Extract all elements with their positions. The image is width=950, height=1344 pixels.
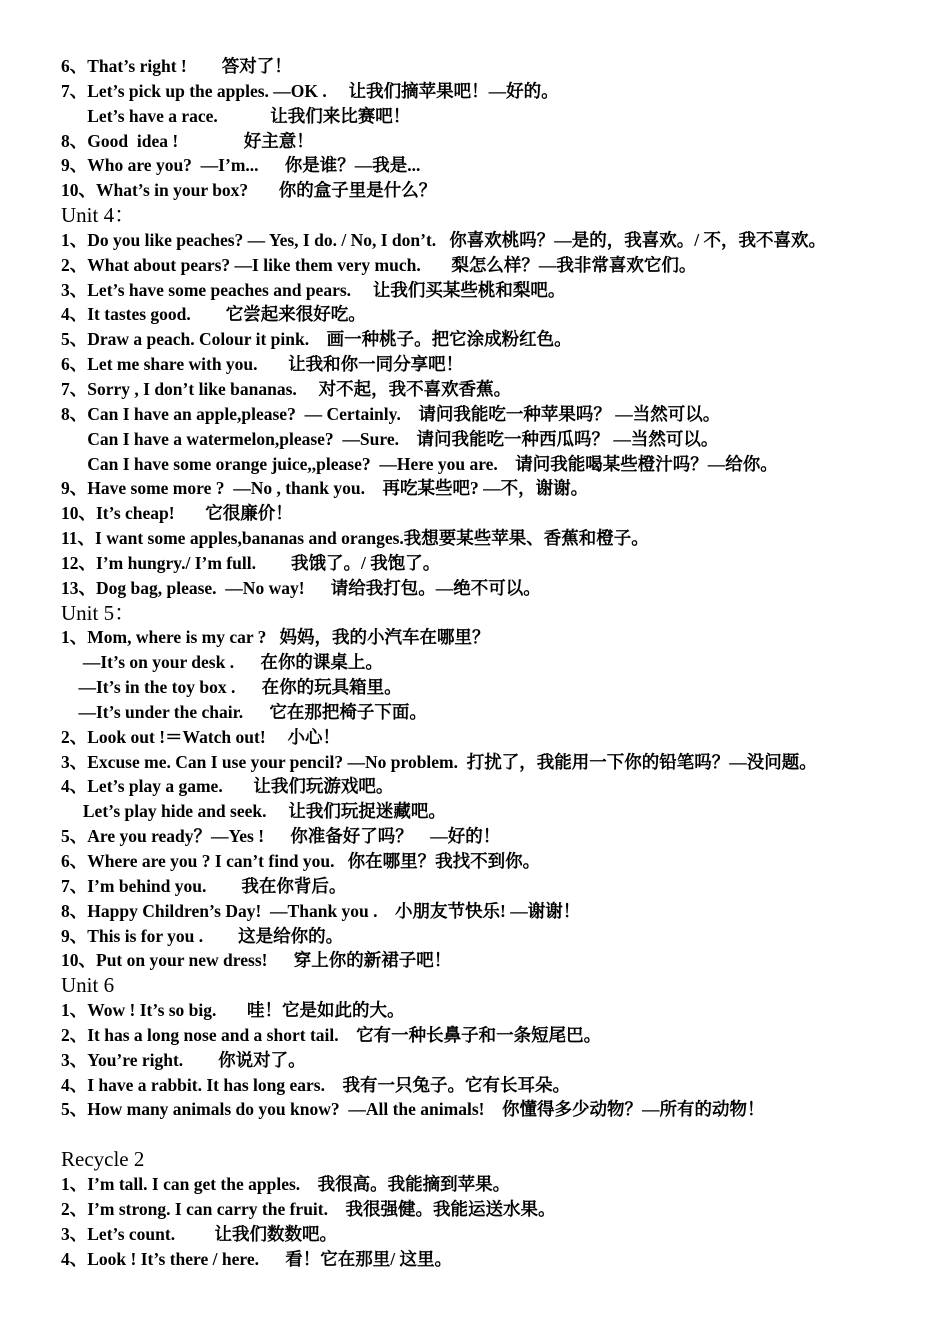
- phrase-line: 1、Do you like peaches? — Yes, I do. / No, I don’t. 你喜欢桃吗？—是的，我喜欢。/ 不，我不喜欢。: [61, 229, 827, 250]
- phrase-line: 7、Sorry , I don’t like bananas. 对不起，我不喜欢香蕉。: [61, 378, 512, 399]
- phrase-line: 6、That’s right ! 答对了！: [61, 56, 292, 76]
- phrase-line: 8、Good idea ! 好主意！: [61, 130, 314, 151]
- phrase-line: 8、Can I have an apple,please? — Certainly. 请问我能吃一种苹果吗？ —当然可以。: [61, 403, 721, 424]
- phrase-line: Let’s have a race. 让我们来比赛吧！: [61, 105, 411, 126]
- phrase-line: 6、Let me share with you. 让我和你一同分享吧！: [61, 354, 464, 375]
- phrase-line: Can I have a watermelon,please? —Sure. 请问我能吃一种西瓜吗？ —当然可以。: [61, 428, 719, 449]
- phrase-line: 10、Put on your new dress! 穿上你的新裙子吧！: [61, 950, 452, 971]
- phrase-line: 2、Look out !＝Watch out! 小心！: [61, 726, 341, 747]
- phrase-line: 2、What about pears? —I like them very much. 梨怎么样？—我非常喜欢它们。: [61, 254, 697, 275]
- phrase-line: 12、I’m hungry./ I’m full. 我饿了。/ 我饱了。: [61, 552, 441, 573]
- phrase-line: —It’s on your desk . 在你的课桌上。: [61, 652, 383, 673]
- phrase-line: 4、Let’s play a game. 让我们玩游戏吧。: [61, 776, 394, 797]
- phrase-line: Let’s play hide and seek. 让我们玩捉迷藏吧。: [61, 801, 446, 822]
- phrase-line: 3、Let’s have some peaches and pears. 让我们买某些桃和梨吧。: [61, 279, 566, 300]
- phrase-line: 11、I want some apples,bananas and oranges.我想要某些苹果、香蕉和橙子。: [61, 528, 649, 549]
- phrase-line: 9、Have some more ? —No , thank you. 再吃某些吧? —不，谢谢。: [61, 478, 589, 499]
- phrase-line: 6、Where are you ? I can’t find you. 你在哪里？我找不到你。: [61, 851, 541, 871]
- phrase-line: 4、It tastes good. 它尝起来很好吃。: [61, 304, 366, 325]
- phrase-line: 9、This is for you . 这是给你的。: [61, 925, 344, 946]
- phrase-line: 7、I’m behind you. 我在你背后。: [61, 875, 347, 896]
- phrase-line: Can I have some orange juice,,please? —Here you are. 请问我能喝某些橙汁吗？—给你。: [61, 453, 778, 474]
- phrase-line: 5、Draw a peach. Colour it pink. 画一种桃子。把它涂成粉红色。: [61, 329, 572, 350]
- phrase-line: —It’s in the toy box . 在你的玩具箱里。: [61, 677, 402, 698]
- phrase-line: 8、Happy Children’s Day! —Thank you . 小朋友节快乐! —谢谢！: [61, 900, 581, 921]
- section-heading: Unit 4：: [61, 203, 136, 228]
- phrase-line: 4、Look ! It’s there / here. 看！它在那里/ 这里。: [61, 1248, 452, 1269]
- phrase-line: 1、Wow ! It’s so big. 哇！它是如此的大。: [61, 1000, 405, 1021]
- phrase-line: 2、It has a long nose and a short tail. 它有一种长鼻子和一条短尾巴。: [61, 1024, 602, 1045]
- phrase-line: 13、Dog bag, please. —No way! 请给我打包。—绝不可以。: [61, 577, 541, 598]
- phrase-line: 1、I’m tall. I can get the apples. 我很高。我能摘到苹果。: [61, 1173, 511, 1194]
- phrase-line: —It’s under the chair. 它在那把椅子下面。: [61, 701, 427, 722]
- phrase-line: 5、How many animals do you know? —All the animals! 你懂得多少动物？—所有的动物！: [61, 1099, 765, 1120]
- section-heading: Unit 5：: [61, 600, 136, 625]
- phrase-line: 7、Let’s pick up the apples. —OK . 让我们摘苹果吧！—好的。: [61, 80, 559, 101]
- phrase-line: 10、It’s cheap! 它很廉价！: [61, 503, 293, 524]
- phrase-line: 2、I’m strong. I can carry the fruit. 我很强健。我能运送水果。: [61, 1198, 556, 1219]
- phrase-line: 9、Who are you? —I’m... 你是谁？—我是...: [61, 155, 421, 176]
- phrase-line: 1、Mom, where is my car ? 妈妈，我的小汽车在哪里？: [61, 627, 490, 648]
- phrase-line: 3、Let’s count. 让我们数数吧。: [61, 1223, 337, 1244]
- phrase-line: 10、What’s in your box? 你的盒子里是什么？: [61, 180, 437, 201]
- phrase-line: 3、You’re right. 你说对了。: [61, 1049, 306, 1070]
- blank-line: [61, 1122, 930, 1147]
- phrase-line: 5、Are you ready？—Yes ! 你准备好了吗？ —好的！: [61, 826, 501, 847]
- section-heading: Unit 6: [61, 973, 115, 998]
- phrase-line: 4、I have a rabbit. It has long ears. 我有一只兔子。它有长耳朵。: [61, 1074, 570, 1095]
- section-heading: Recycle 2: [61, 1147, 145, 1172]
- phrase-line: 3、Excuse me. Can I use your pencil? —No problem. 打扰了，我能用一下你的铅笔吗？—没问题。: [61, 751, 817, 772]
